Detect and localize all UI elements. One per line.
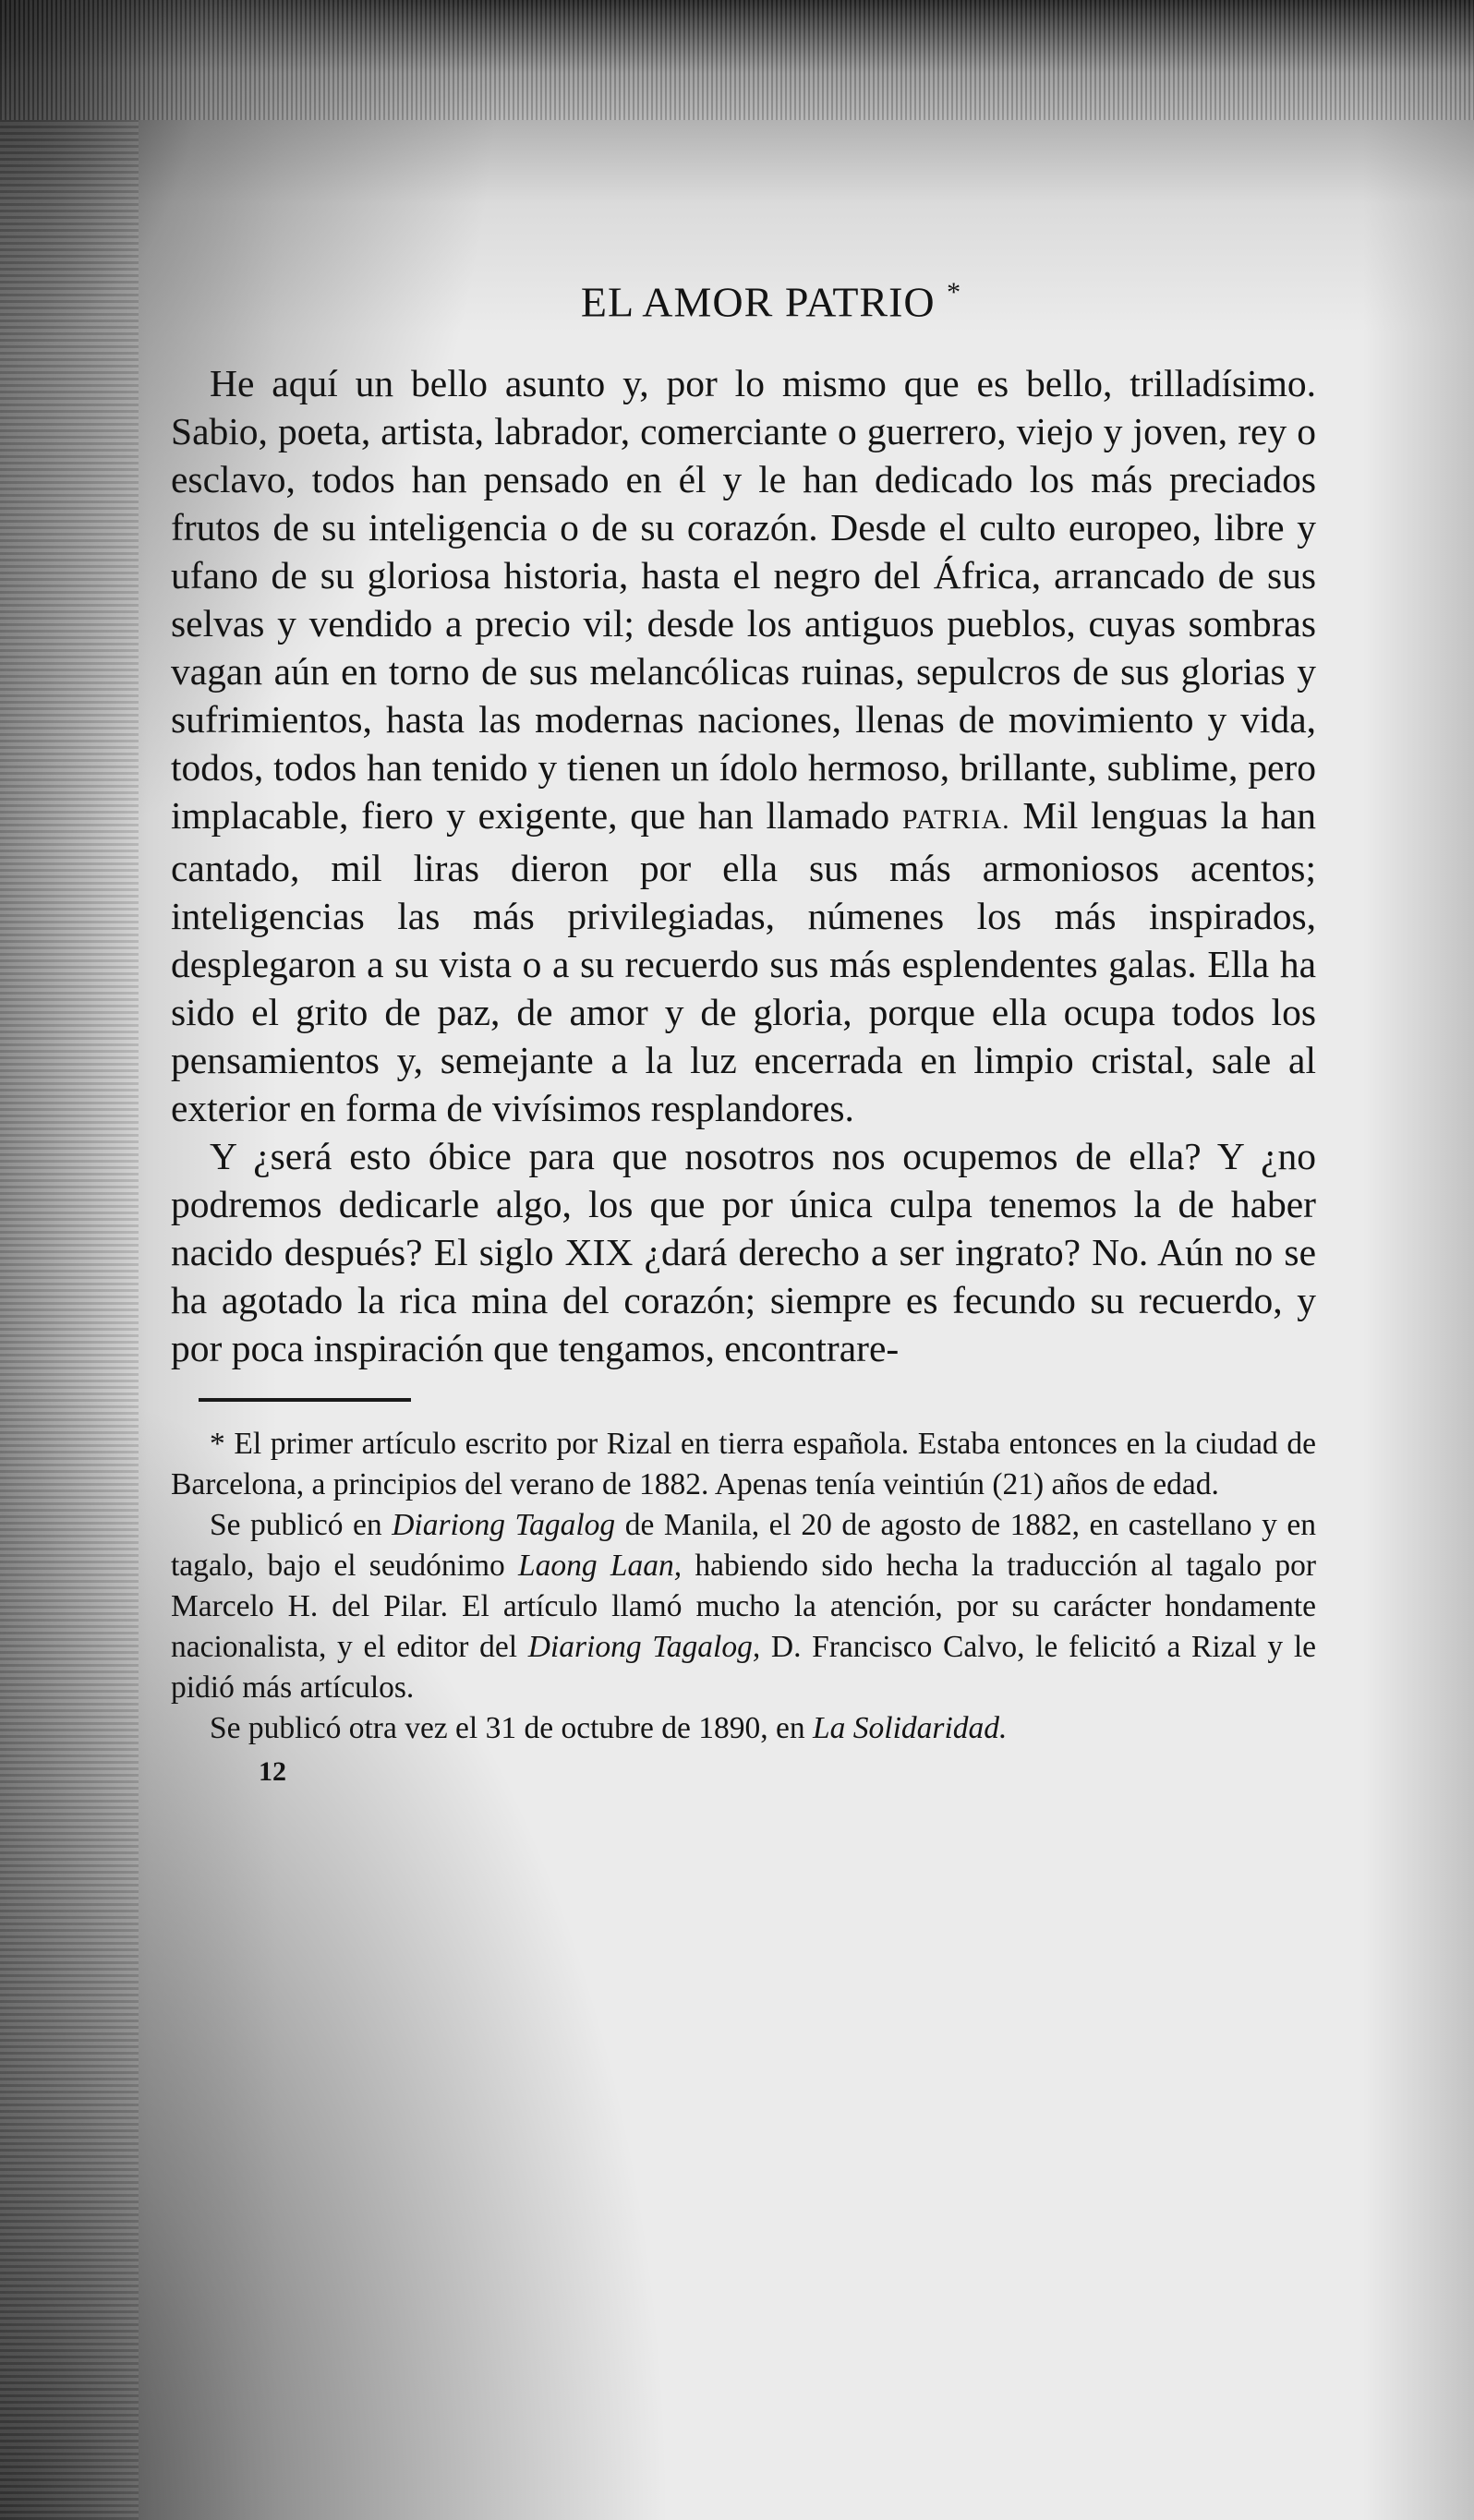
footnote-2-pseudonym: Laong Laan, (518, 1549, 683, 1584)
book-page (171, 277, 1316, 1788)
article-body (171, 359, 1316, 1372)
article-title-text: EL AMOR PATRIO (580, 278, 936, 326)
footnote-divider (199, 1398, 411, 1402)
footnote-1: * El primer artículo escrito por Rizal en tierra española. Estaba entonces en la ciudad de Barcelona, a principios del verano de 1882. Apenas tenía veintiún (21) años de edad. (171, 1427, 1316, 1502)
footnote-3 (171, 1708, 1316, 1749)
patria-word: PATRIA. (901, 804, 1010, 836)
footnote-2-part-c: habiendo sido hecha la traducción al tagalo por Marcelo H. del Pilar. El artículo llamó mucho la atención, por su carácter hondamente nacionalista, y el editor del (171, 1549, 1316, 1665)
article-title (226, 277, 1316, 326)
footnote-2-publication-2: Diariong Tagalog, (527, 1630, 761, 1665)
footnote-3-part-a: Se publicó otra vez el 31 de octubre de 1890, en (210, 1711, 805, 1746)
footnote-2-part-a: Se publicó en (210, 1508, 382, 1543)
footnotes (171, 1424, 1316, 1749)
footnote-2-part-d: D. Francisco Calvo, le felicitó a Rizal y le pidió más artículos. (171, 1630, 1317, 1706)
paragraph-1 (171, 359, 1316, 1132)
paragraph-2: Y ¿será esto óbice para que nosotros nos ocupemos de ella? Y ¿no podremos dedicarle algo, los que por única culpa tenemos la de haber nacido después? El siglo XIX ¿dará derecho a ser ingrato? No. Aún no se ha agotado la rica mina del corazón; siempre es fecundo su recuerdo, y por poca inspiración que tengamos, encontrare- (171, 1135, 1316, 1370)
title-footnote-mark: * (947, 277, 962, 307)
footnote-3-publication: La Solidaridad. (813, 1711, 1008, 1746)
page-number: 12 (259, 1756, 286, 1788)
footnote-2-part-b: de Manila, el 20 de agosto de 1882, en castellano y en tagalo, bajo el seudónimo (171, 1508, 1317, 1584)
paragraph-1-part-a: He aquí un bello asunto y, por lo mismo que es bello, trilladísimo. Sabio, poeta, artista, labrador, comerciante o guerrero, viejo y joven, rey o esclavo, todos han pensado en él y le han dedicado los más preciados frutos de su inteligencia o de su corazón. Desde el culto europeo, libre y ufano de su gloriosa historia, hasta el negro del África, arrancado de sus selvas y vendido a precio vil; desde los antiguos pueblos, cuyas sombras vagan aún en torno de sus melancólicas ruinas, sepulcros de sus glorias y sufrimientos, hasta las modernas naciones, llenas de movimiento y vida, todos, todos han tenido y tienen un ídolo hermoso, brillante, sublime, pero implacable, fiero y exigente, que han llamado (171, 362, 1316, 838)
footnote-2-publication: Diariong Tagalog (392, 1508, 616, 1543)
footnote-2 (171, 1505, 1316, 1708)
paragraph-1-part-b: Mil lenguas la han cantado, mil liras dieron por ella sus más armoniosos acentos; inteligencias las más privilegiadas, númenes los más inspirados, desplegaron a su vista o a su recuerdo sus más esplendentes galas. Ella ha sido el grito de paz, de amor y de gloria, porque ella ocupa todos los pensamientos y, semejante a la luz encerrada en limpio cristal, sale al exterior en forma de vivísimos resplandores. (171, 794, 1317, 1130)
